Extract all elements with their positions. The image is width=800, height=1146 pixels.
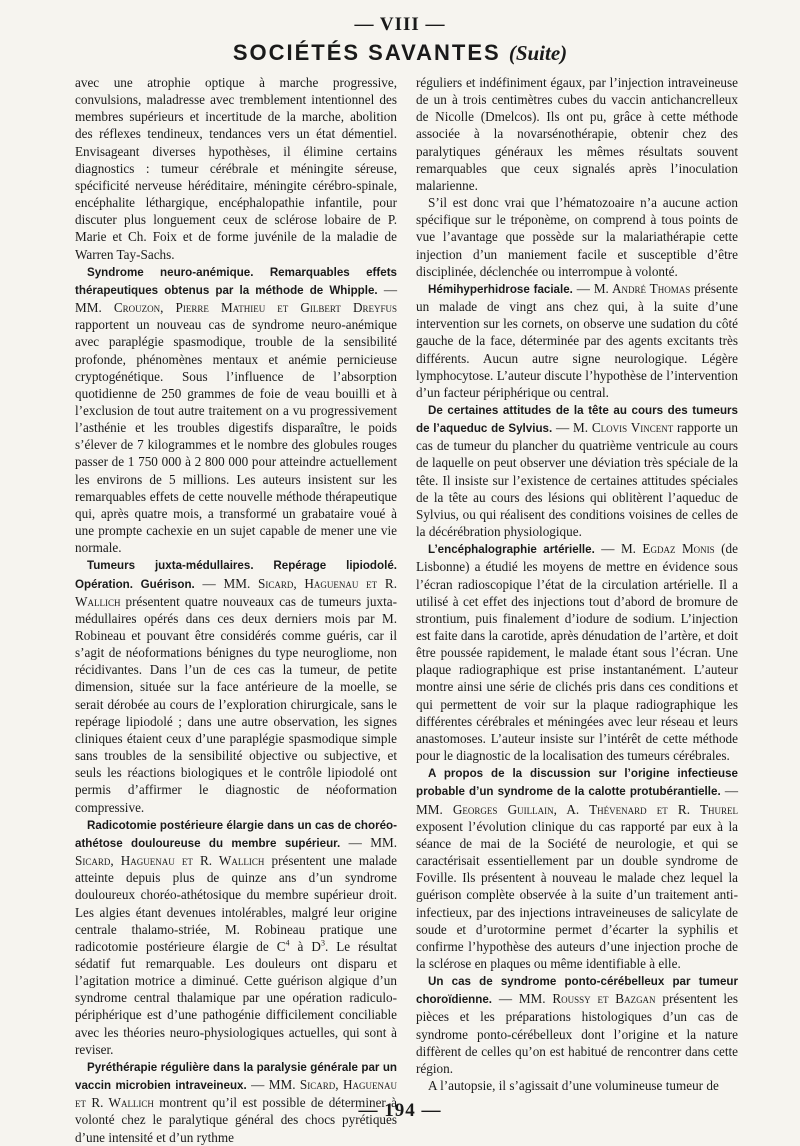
section-encephalographie bbox=[416, 540, 738, 764]
title-suite: (Suite) bbox=[508, 41, 568, 65]
section-authors: — MM. Crouzon, Pierre Mathieu et Gilbert Dreyfus bbox=[75, 281, 398, 316]
section-authors: — M. Clovis Vincent bbox=[556, 420, 674, 436]
section-body: présentent quatre nouveaux cas de tumeurs juxta-médullaires opérés dans ces deux derniers mois par M. Robineau et pouvant être considérés comme guéris, car il s’agit de néoformations bénignes du type neurogliome, non récidivantes. Dans l’un de ces cas la tumeur, de petite dimension, située sur la face antérieure de la moelle, se serait dérobée au cours de l’exploration chirurgicale, sans le repérage lipiodolé ; dans une autre observation, les signes cliniques étaient ceux d’une paraplégie spasmodique simple sans troubles de la sensibilité objective ou subjective, et seuls les réactions biologiques et le contrôle lipiodolé ont permis d’affirmer le diagnostic de néoformation compressive. bbox=[75, 593, 397, 815]
superscript: 3 bbox=[320, 938, 325, 948]
section-body: rapporte un cas de tumeur du plancher du quatrième ventricule au cours de laquelle on peut observer une déviation très spéciale de la tête. Il insiste sur l’existence de certaines attitudes spéciales de la tête au cours des lésions qui oblitèrent l’aqueduc de Sylvius, ou qui réalisent des conditions voisines de celles de la décérébration physiologique. bbox=[416, 420, 738, 540]
section-calotte-protuberantielle bbox=[416, 764, 738, 972]
section-authors: — MM. Roussy et Bazgan bbox=[498, 991, 656, 1007]
section-authors: — M. Egdaz Monis bbox=[601, 541, 715, 557]
paragraph: S’il est donc vrai que l’hématozoaire n’a aucune action spécifique sur le tréponème, on comprend à tous points de vue l’avantage que possède sur la malariathérapie cette injection d’un maniement facile et susceptible d’être disciplinée, déclenchée ou interrompue à volonté. bbox=[416, 195, 738, 279]
title-text: SOCIÉTÉS SAVANTES bbox=[232, 40, 501, 65]
section-authors: — M. André Thomas bbox=[576, 280, 691, 296]
page-title bbox=[0, 40, 800, 66]
section-heading: L’encéphalographie artérielle. bbox=[428, 543, 595, 557]
section-heading: Radicotomie postérieure élargie dans un cas de choréo-athétose douloureuse du membre supérieur. bbox=[75, 818, 397, 850]
section-heading: Hémihyperhidrose faciale. bbox=[428, 282, 573, 296]
section-heading: Syndrome neuro-anémique. Remarquables effets thérapeutiques obtenus par la méthode de Whipple. bbox=[75, 265, 397, 297]
paragraph-continued: réguliers et indéfiniment égaux, par l’injection intraveineuse de un à trois centimètres cubes du vaccin antichancrelleux de Nicolle (Dmelcos). Ils ont pu, grâce à cette méthode associée à la novarsénothérapie, obtenir chez des paralytiques généraux les mêmes résultats souvent remarquables que ceux signalés après l’inoculation malarienne. bbox=[416, 75, 738, 193]
section-body: rapportent un nouveau cas de syndrome neuro-anémique avec paraplégie spasmodique, trouble de la sensibilité profonde, phénomènes mentaux et anémie pernicieuse cryptogénétique. Sous l’influence de l’absorption quotidienne de 250 grammes de foie de veau bouilli et à l’exclusion de tout autre traitement on a vu progressivement l’asthénie et les troubles digestifs disparaître, le poids s’élever de 7 kilogrammes et le nombre des globules rouges passer de 1 750 000 à 2 800 000 pour atteindre actuellement les environs de 5 millions. Les auteurs insistent sur les remarquables effets de cette nouvelle méthode thérapeutique qui, après quatre mois, a transformé un grabataire voué à une prompte cachexie en un sujet capable de mener une vie normale. bbox=[75, 317, 397, 556]
right-column bbox=[416, 74, 738, 1094]
section-whipple bbox=[75, 263, 397, 557]
section-hemihyperhidrose bbox=[416, 280, 738, 401]
section-body: présentent une malade atteinte depuis plus de quinze ans d’un syndrome douloureux choréo-athétosique du membre supérieur droit. Les algies étant devenues intolérables, malgré leur origine centrale thalamo-striée, M. Robineau pratique une radicotomie postérieure élargie de C bbox=[75, 853, 397, 954]
section-body: exposent l’évolution clinique du cas rapporté par eux à la séance de mai de la Société de neurologie, et qui se caractérisait essentiellement par un double syndrome de Foville. Ils présentent à nouveau le malade chez lequel la guérison complète observée à la suite d’un traitement anti-infectieux, par des injections intraveineuses de salicylate de soude et d’urotormine permet d’écarter la syphilis et confirme l’hypothèse des auteurs d’une injection proche de la sclérose en plaques ou même identifiable à elle. bbox=[416, 818, 738, 971]
left-column bbox=[75, 74, 397, 1146]
section-heading: A propos de la discussion sur l’origine infectieuse probable d’un syndrome de la calotte protubérantielle. bbox=[416, 767, 738, 799]
section-authors: — MM. Georges Guillain, A. Thévenard et R. Thurel bbox=[416, 783, 739, 817]
superscript: 4 bbox=[285, 938, 290, 948]
section-body: à D bbox=[289, 938, 321, 954]
section-body: (de Lisbonne) a étudié les moyens de mettre en évidence sous l’écran radioscopique l’état de la circulation artérielle. Il a utilisé à cet effet des injections tout d’abord de bromure de strontium, puis finalement d’iodure de sodium. L’injection est faite dans la carotide, après dénudation de l’artère, et doit être poussée rapidement, le malade étant sous l’écran. Une plaque radiographique est prise instantanément. L’auteur montre ainsi une série de clichés pris dans ces conditions et qui permettent de voir sur la plaque radiographique les différentes cérébrales et méningées avec leur réseau et leurs anastomoses. L’auteur insiste sur l’intérêt de cette méthode pour le diagnostic de la localisation des tumeurs cérébrales. bbox=[416, 541, 738, 764]
section-attitudes-tete bbox=[416, 401, 738, 540]
section-authors: — MM. Sicard, Haguenau et R. Wallich bbox=[75, 834, 397, 869]
paragraph-continued: avec une atrophie optique à marche progressive, convulsions, maladresse avec tremblement intentionnel des membres supérieurs et incertitude de la marche, abolition des réflexes tendineux, tendances vers un état démentiel. Envisageant diverses hypothèses, il élimine certains diagnostics : tumeur cérébrale et méningite séreuse, spécificité nerveuse héréditaire, méningite cérébro-spinale, encéphalite léthargique, encéphalopathie infantile, pour discuter plus longuement ceux de sclérose lobaire de P. Marie et Ch. Foix et de forme juvénile de la maladie de Warren Tay-Sachs. bbox=[75, 75, 397, 262]
page-number: — 194 — bbox=[358, 1100, 442, 1121]
section-heading: Pyréthérapie régulière dans la paralysie générale par un vaccin microbien intraveineux. bbox=[75, 1060, 397, 1093]
section-tumeurs-juxta-medullaires bbox=[75, 556, 397, 815]
section-heading: Tumeurs juxta-médullaires. Repérage lipiodolé. Opération. Guérison. bbox=[75, 559, 397, 591]
paragraph: A l’autopsie, il s’agissait d’une volumineuse tumeur de bbox=[428, 1078, 719, 1094]
section-heading: De certaines attitudes de la tête au cours des tumeurs de l’aqueduc de Sylvius. bbox=[416, 403, 738, 436]
section-radicotomie bbox=[75, 816, 397, 1058]
section-body: présente un malade de vingt ans chez qui, à la suite d’une intervention sur les cornets, on observe une sudation du côté gauche de la face, déterminée par des agents excitants très différents. Aucun autre signe neurologique. Légère lymphocytose. L’auteur discute l’hypothèse de l’intervention d’un facteur périphérique ou central. bbox=[416, 280, 738, 400]
section-roman-numeral: — VIII — bbox=[354, 14, 446, 35]
section-ponto-cerebelleux bbox=[416, 972, 738, 1077]
section-body: présentent les pièces et les préparations histologiques d’un cas de syndrome ponto-cérébelleux dont l’origine et la nature diffèrent de celles qu’on est habitué de rencontrer dans cette région. bbox=[416, 991, 739, 1076]
section-heading: Un cas de syndrome ponto-cérébelleux par tumeur choroïdienne. bbox=[416, 975, 738, 1007]
section-authors: — MM. Sicard, Haguenau et R. Wallich bbox=[75, 1077, 397, 1111]
section-authors: — MM. Sicard, Haguenau et R. Wallich bbox=[75, 575, 398, 609]
section-body: montrent qu’il est possible de déterminer à volonté chez le paralytique général des chocs pyrétiques d’une intensité et d’un rythme bbox=[75, 1095, 397, 1145]
section-body: . Le résultat sédatif fut remarquable. Les douleurs ont disparu et l’agitation motrice a diminué. Cette guérison algique d’un syndrome central thalamique par une opération radiculo-périphérique est d’une pathogénie difficilement conciliable avec les théories neuro-physiologiques actuelles, qui sont à reviser. bbox=[75, 938, 397, 1057]
